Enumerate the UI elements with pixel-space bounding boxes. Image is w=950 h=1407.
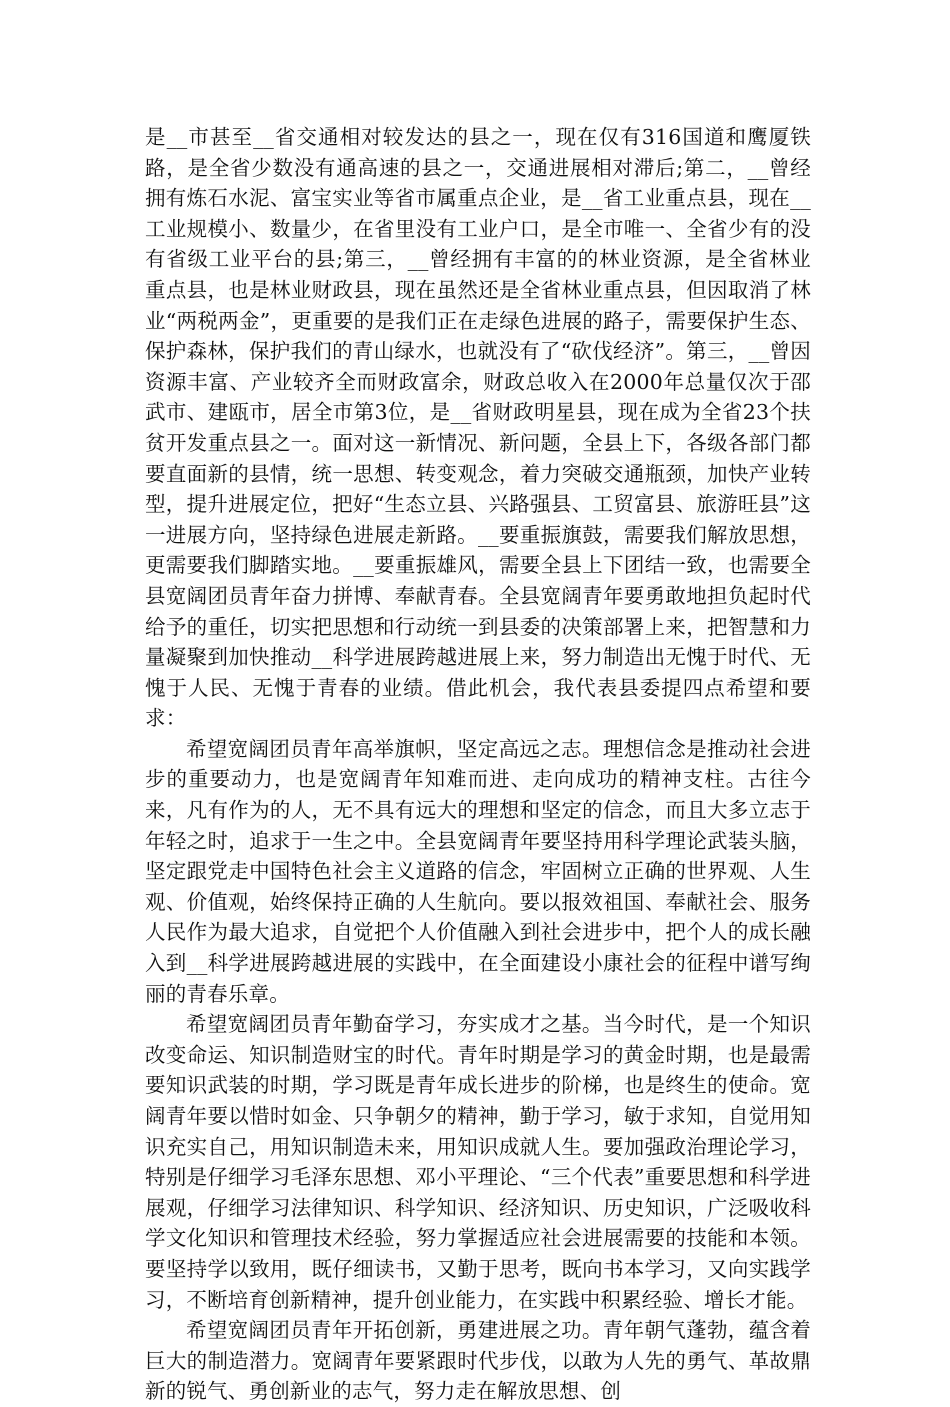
- paragraph-2: 希望宽阔团员青年高举旗帜，坚定高远之志。理想信念是推动社会进步的重要动力，也是宽阔青年知难而进、走向成功的精神支柱。古往今来，凡有作为的人，无不具有远大的理想和坚定的信念，而且大多立志于年轻之时，追求于一生之中。全县宽阔青年要坚持用科学理论武装头脑，坚定跟党走中国特色社会主义道路的信念，牢固树立正确的世界观、人生观、价值观，始终保持正确的人生航向。要以报效祖国、奉献社会、服务人民作为最大追求，自觉把个人价值融入到社会进步中，把个人的成长融入到__科学进展跨越进展的实践中，在全面建设小康社会的征程中谱写绚丽的青春乐章。: [145, 736, 811, 1006]
- paragraph-3: 希望宽阔团员青年勤奋学习，夯实成才之基。当今时代，是一个知识改变命运、知识制造财宝的时代。青年时期是学习的黄金时期，也是最需要知识武装的时期，学习既是青年成长进步的阶梯，也是终生的使命。宽阔青年要以惜时如金、只争朝夕的精神，勤于学习，敏于求知，自觉用知识充实自己，用知识制造未来，用知识成就人生。要加强政治理论学习，特别是仔细学习毛泽东思想、邓小平理论、“三个代表”重要思想和科学进展观，仔细学习法律知识、科学知识、经济知识、历史知识，广泛吸收科学文化知识和管理技术经验，努力掌握适应社会进展需要的技能和本领。要坚持学以致用，既仔细读书，又勤于思考，既向书本学习，又向实践学习，不断培育创新精神，提升创业能力，在实践中积累经验、增长才能。: [145, 1012, 811, 1312]
- paragraph-1: 是__市甚至__省交通相对较发达的县之一，现在仅有316国道和鹰厦铁路，是全省少数没有通高速的县之一，交通进展相对滞后;第二，__曾经拥有炼石水泥、富宝实业等省市属重点企业，是__省工业重点县，现在__工业规模小、数量少，在省里没有工业户口，是全市唯一、全省少有的没有省级工业平台的县;第三，__曾经拥有丰富的的林业资源，是全省林业重点县，也是林业财政县，现在虽然还是全省林业重点县，但因取消了林业“两税两金”，更重要的是我们正在走绿色进展的路子，需要保护生态、保护森林，保护我们的青山绿水，也就没有了“砍伐经济”。第三，__曾因资源丰富、产业较齐全而财政富余，财政总收入在2000年总量仅次于邵武市、建瓯市，居全市第3位，是__省财政明星县，现在成为全省23个扶贫开发重点县之一。面对这一新情况、新问题，全县上下，各级各部门都要直面新的县情，统一思想、转变观念，着力突破交通瓶颈，加快产业转型，提升进展定位，把好“生态立县、兴路强县、工贸富县、旅游旺县”这一进展方向，坚持绿色进展走新路。__要重振旗鼓，需要我们解放思想，更需要我们脚踏实地。__要重振雄风，需要全县上下团结一致，也需要全县宽阔团员青年奋力拼博、奉献青春。全县宽阔青年要勇敢地担负起时代给予的重任，切实把思想和行动统一到县委的决策部署上来，把智慧和力量凝聚到加快推动__科学进展跨越进展上来，努力制造出无愧于时代、无愧于人民、无愧于青春的业绩。借此机会，我代表县委提四点希望和要求：: [145, 125, 811, 731]
- paragraph-4: 希望宽阔团员青年开拓创新，勇建进展之功。青年朝气蓬勃，蕴含着巨大的制造潜力。宽阔青年要紧跟时代步伐，以敢为人先的勇气、革故鼎新的锐气、勇创新业的志气，努力走在解放思想、创: [145, 1318, 811, 1404]
- document-body: [145, 122, 811, 1407]
